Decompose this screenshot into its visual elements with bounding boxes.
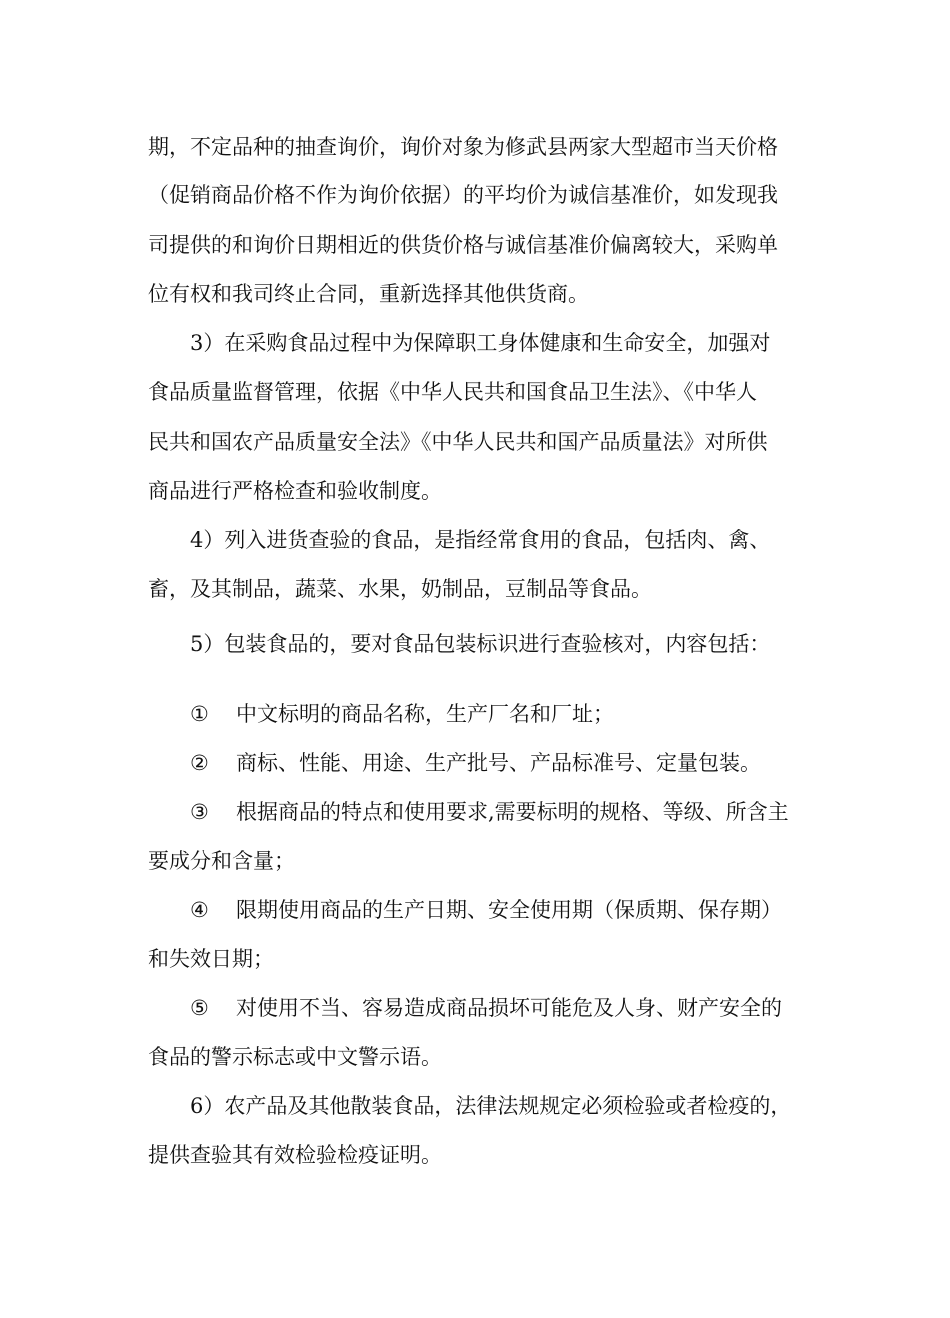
list-item-5-text: 对使用不当、容易造成商品损坏可能危及人身、财产安全的	[236, 996, 782, 1020]
paragraph-4-line-1: 4）列入进货查验的食品，是指经常食用的食品，包括肉、禽、	[190, 528, 771, 552]
list-item-5	[190, 998, 782, 1019]
list-marker-2: ②	[190, 751, 209, 775]
list-item-3	[190, 802, 789, 823]
paragraph-6-line-2: 提供查验其有效检验检疫证明。	[148, 1143, 442, 1167]
list-item-3-text: 根据商品的特点和使用要求,需要标明的规格、等级、所含主	[236, 800, 789, 824]
list-item-2	[190, 753, 761, 774]
paragraph-6-line-1: 6）农产品及其他散装食品，法律法规规定必须检验或者检疫的，	[190, 1094, 792, 1118]
paragraph-3-line-2: 食品质量监督管理，依据《中华人民共和国食品卫生法》、《中华人	[148, 380, 757, 404]
paragraph-3-line-3: 民共和国农产品质量安全法》《中华人民共和国产品质量法》对所供	[148, 430, 768, 454]
list-marker-4: ④	[190, 898, 209, 922]
list-item-4-text: 限期使用商品的生产日期、安全使用期（保质期、保存期）	[236, 898, 782, 922]
list-item-4	[190, 900, 782, 921]
text-line-2: （促销商品价格不作为询价依据）的平均价为诚信基准价，如发现我	[148, 183, 778, 207]
list-item-1-text: 中文标明的商品名称，生产厂名和厂址；	[236, 702, 614, 726]
paragraph-4-line-2: 畜，及其制品，蔬菜、水果，奶制品，豆制品等食品。	[148, 577, 652, 601]
list-item-5-continuation: 食品的警示标志或中文警示语。	[148, 1045, 442, 1069]
paragraph-3-line-4: 商品进行严格检查和验收制度。	[148, 479, 442, 503]
text-line-3: 司提供的和询价日期相近的供货价格与诚信基准价偏离较大，采购单	[148, 233, 778, 257]
list-marker-5: ⑤	[190, 996, 209, 1020]
text-line-4: 位有权和我司终止合同，重新选择其他供货商。	[148, 282, 589, 306]
list-item-4-continuation: 和失效日期；	[148, 947, 274, 971]
text-line-1: 期，不定品种的抽查询价，询价对象为修武县两家大型超市当天价格	[148, 135, 778, 159]
list-item-2-text: 商标、性能、用途、生产批号、产品标准号、定量包装。	[236, 751, 761, 775]
list-marker-1: ①	[190, 702, 209, 726]
paragraph-3-line-1: 3）在采购食品过程中为保障职工身体健康和生命安全，加强对	[190, 331, 771, 355]
paragraph-5-line-1: 5）包装食品的，要对食品包装标识进行查验核对，内容包括：	[190, 632, 771, 656]
list-item-1	[190, 704, 614, 725]
list-item-3-continuation: 要成分和含量；	[148, 849, 295, 873]
list-marker-3: ③	[190, 800, 209, 824]
